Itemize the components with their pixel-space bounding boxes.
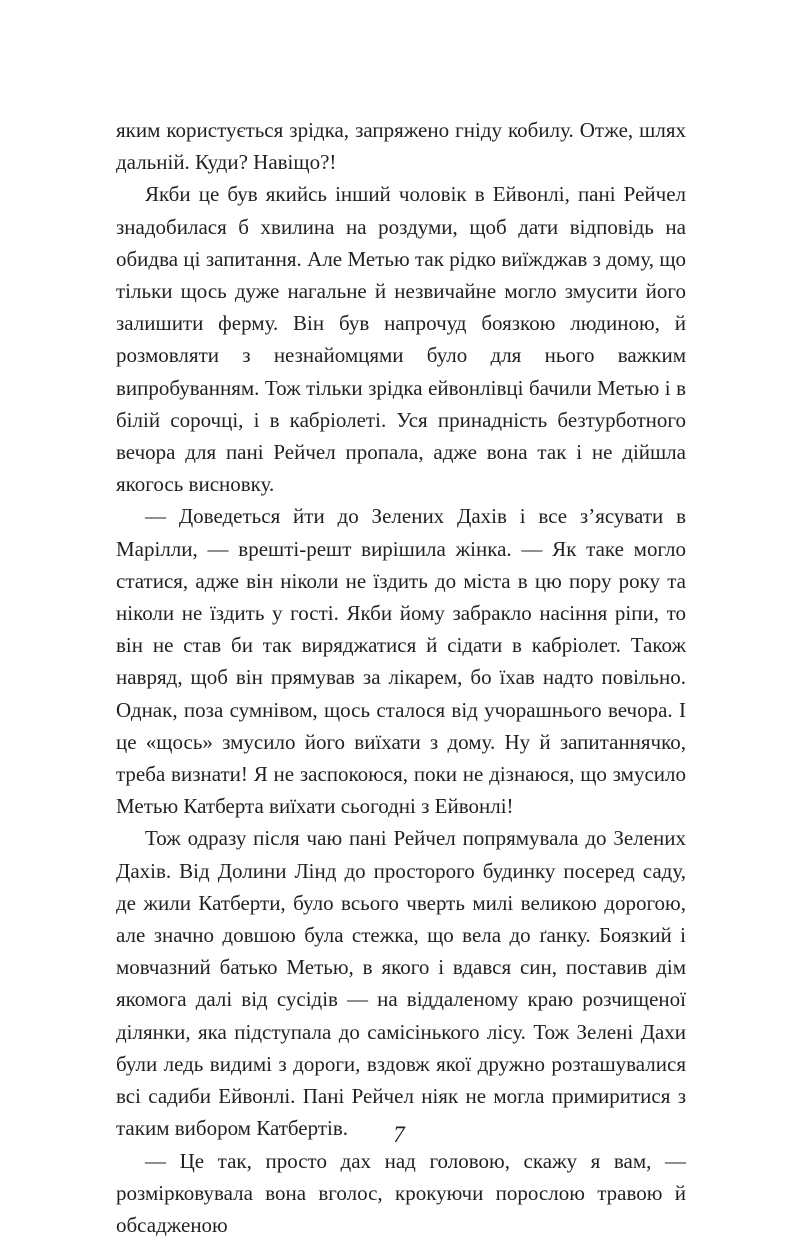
paragraph-3: — Доведеться йти до Зелених Дахів і все з’ясувати в Марілли, — врешті-решт вирішила жінка. — Як таке могло статися, адже він ніколи не їздить до міста в цю пору року та ніколи не їздить у гості. Якби йому забракло насіння ріпи, то він не став би так виряджатися й сідати в кабріолет. Також навряд, щоб він прямував за лікарем, бо їхав надто повільно. Однак, поза сумнівом, щось сталося від учорашнього вечора. І це «щось» змусило його виїхати з дому. Ну й запитаннячко, треба визнати! Я не заспокоюся, поки не дізнаюся, що змусило Метью Катберта виїхати сьогодні з Ейвонлі! (116, 504, 686, 819)
body-text (116, 114, 686, 1241)
paragraph-4: Тож одразу після чаю пані Рейчел попрямувала до Зелених Дахів. Від Долини Лінд до просторого будинку посеред саду, де жили Катберти, було всього чверть милі великою дорогою, але значно довшою була стежка, що вела до ґанку. Боязкий і мовчазний батько Метью, в якого і вдався син, поставив дім якомога далі від сусідів — на віддаленому краю розчищеної ділянки, яка підступала до самісінького лісу. Тож Зелені Дахи були ледь видимі з дороги, вздовж якої дружно розташувалися всі садиби Ейвонлі. Пані Рейчел ніяк не могла примиритися з таким вибором Катбертів. (116, 826, 686, 1141)
paragraph-2: Якби це був якийсь інший чоловік в Ейвонлі, пані Рейчел знадобилася б хвилина на роздуми, щоб дати відповідь на обидва ці запитання. Але Метью так рідко виїжджав з дому, що тільки щось дуже нагальне й незвичайне могло змусити його залишити ферму. Він був напрочуд боязкою людиною, й розмовляти з незнайомцями було для нього важким випробуванням. Тож тільки зрідка ейвонлівці бачили Метью і в білій сорочці, і в кабріолеті. Уся принадність безтурботного вечора для пані Рейчел пропала, адже вона так і не дійшла якогось висновку. (116, 182, 686, 497)
paragraph-1: яким користується зрідка, запряжено гніду кобилу. Отже, шлях дальній. Куди? Навіщо?! (116, 118, 686, 175)
paragraph-5: — Це так, просто дах над головою, скажу я вам, — розмірковувала вона вголос, крокуючи порослою травою й обсадженою (116, 1148, 686, 1237)
page-number: 7 (393, 1122, 405, 1147)
